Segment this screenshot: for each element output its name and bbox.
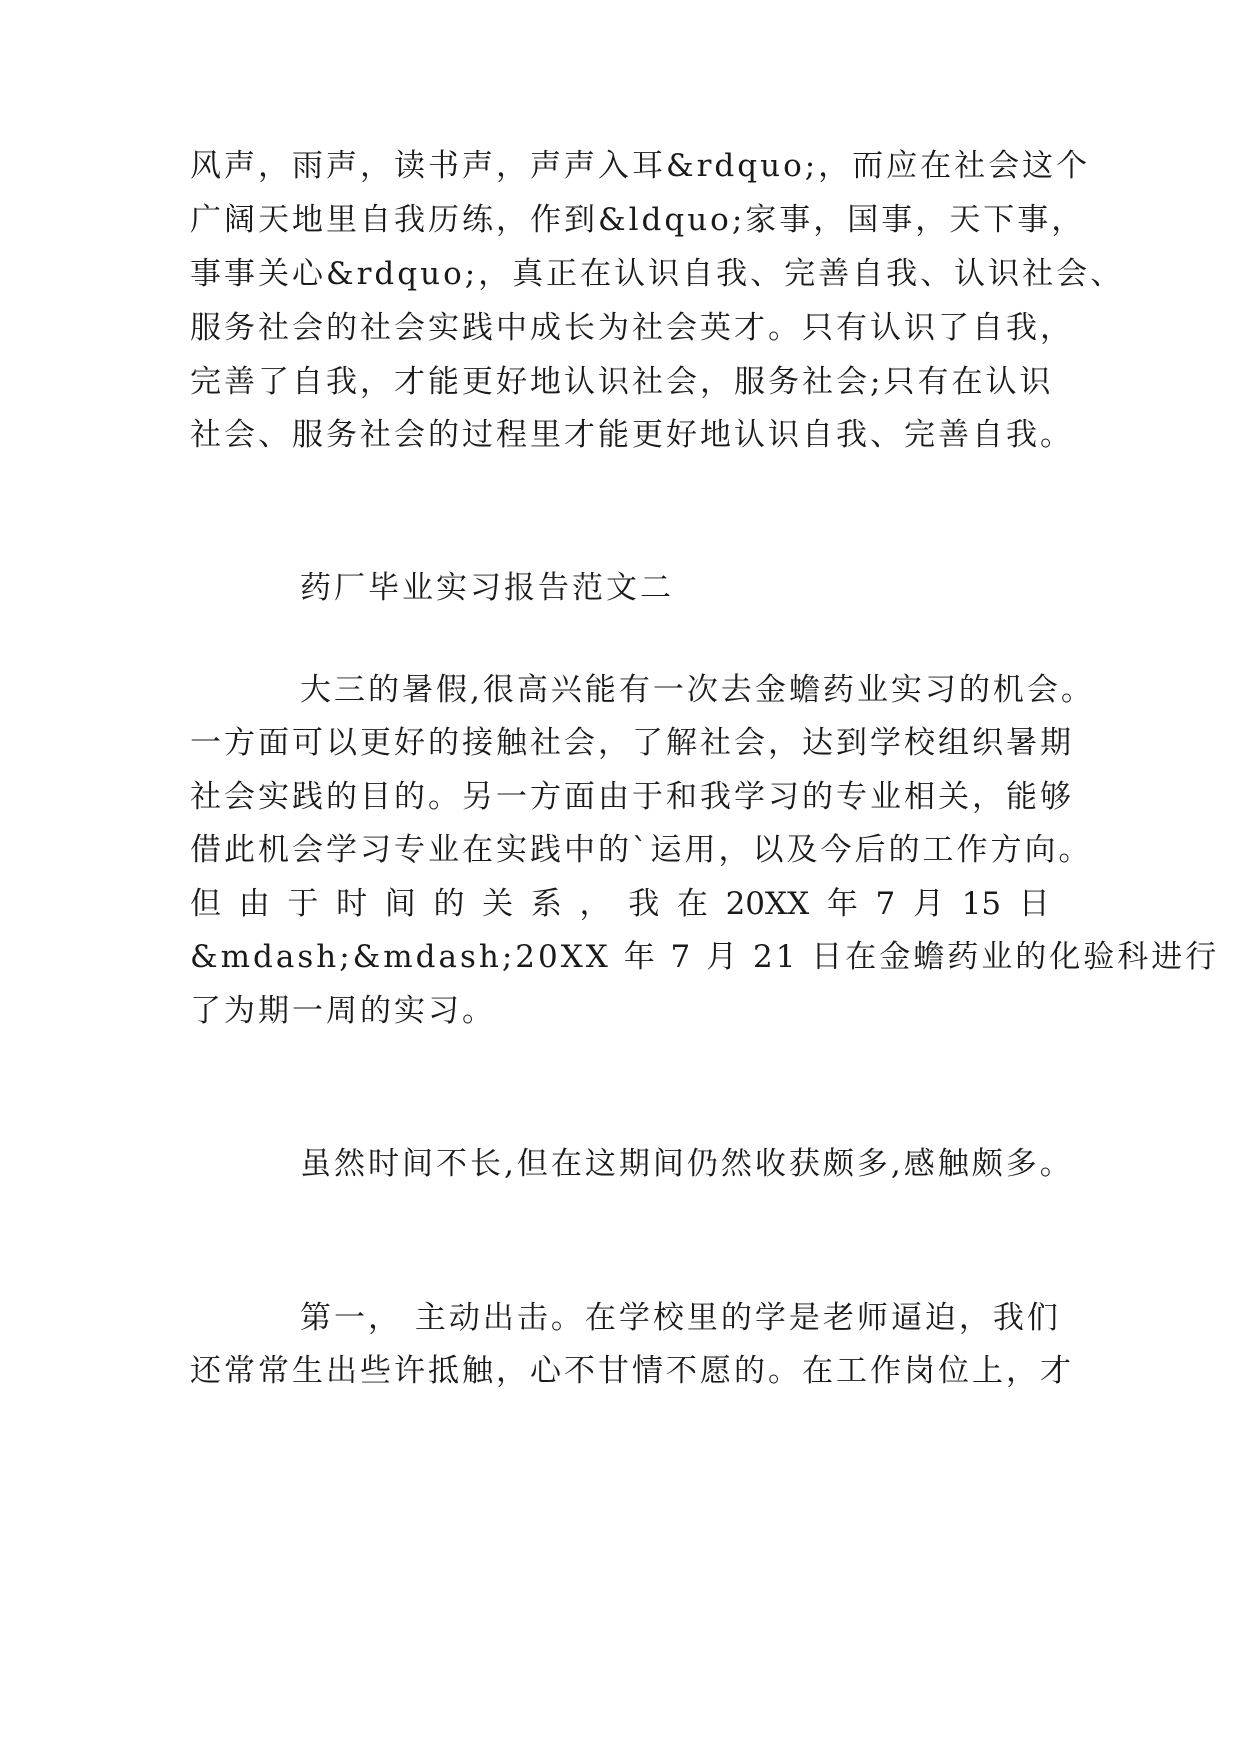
paragraph-line: 借此机会学习专业在实践中的`运用，以及今后的工作方向。 — [190, 832, 1093, 868]
justified-token: 于 — [287, 886, 319, 922]
paragraph-line: 一方面可以更好的接触社会，了解社会，达到学校组织暑期 — [190, 725, 1074, 761]
justified-token: 的 — [433, 886, 465, 922]
justified-token: 年 — [826, 886, 858, 922]
justified-paragraph-line — [190, 884, 1050, 924]
paragraph-line: 服务社会的社会实践中成长为社会英才。只有认识了自我， — [190, 310, 1074, 346]
paragraph-line: 虽然时间不长,但在这期间仍然收获颇多,感触颇多。 — [300, 1146, 1074, 1182]
justified-token: 20XX — [725, 886, 810, 922]
justified-token: 我 — [628, 886, 660, 922]
paragraph-line: 还常常生出些许抵触，心不甘情不愿的。在工作岗位上，才 — [190, 1353, 1074, 1389]
justified-token: 时 — [336, 886, 368, 922]
justified-token: 但 — [190, 886, 221, 922]
paragraph-line: 社会、服务社会的过程里才能更好地认识自我、完善自我。 — [190, 417, 1074, 453]
paragraph-line: 风声，雨声，读书声，声声入耳&rdquo;，而应在社会这个 — [190, 148, 1091, 184]
paragraph-line: 事事关心&rdquo;，真正在认识自我、完善自我、认识社会、 — [190, 256, 1125, 292]
justified-token: 日 — [1018, 886, 1050, 922]
paragraph-line: 了为期一周的实习。 — [190, 993, 496, 1029]
paragraph-line: 大三的暑假,很高兴能有一次去金蟾药业实习的机会。 — [300, 672, 1095, 708]
justified-token: 由 — [238, 886, 270, 922]
paragraph-line: &mdash;&mdash;20XX 年 7 月 21 日在金蟾药业的化验科进行 — [190, 939, 1220, 975]
justified-token: 关 — [482, 886, 514, 922]
paragraph-line: 完善了自我，才能更好地认识社会，服务社会;只有在认识 — [190, 364, 1054, 400]
justified-token: ， — [579, 886, 611, 922]
justified-token: 月 — [912, 886, 944, 922]
justified-token: 7 — [875, 886, 896, 922]
section-heading: 药厂毕业实习报告范文二 — [300, 570, 674, 606]
paragraph-line: 社会实践的目的。另一方面由于和我学习的专业相关，能够 — [190, 779, 1074, 815]
justified-token: 在 — [676, 886, 708, 922]
justified-token: 15 — [961, 886, 1002, 922]
justified-token: 间 — [384, 886, 416, 922]
paragraph-line: 第一， 主动出击。在学校里的学是老师逼迫，我们 — [300, 1300, 1061, 1336]
justified-token: 系 — [530, 886, 562, 922]
paragraph-line: 广阔天地里自我历练，作到&ldquo;家事，国事，天下事， — [190, 202, 1086, 238]
